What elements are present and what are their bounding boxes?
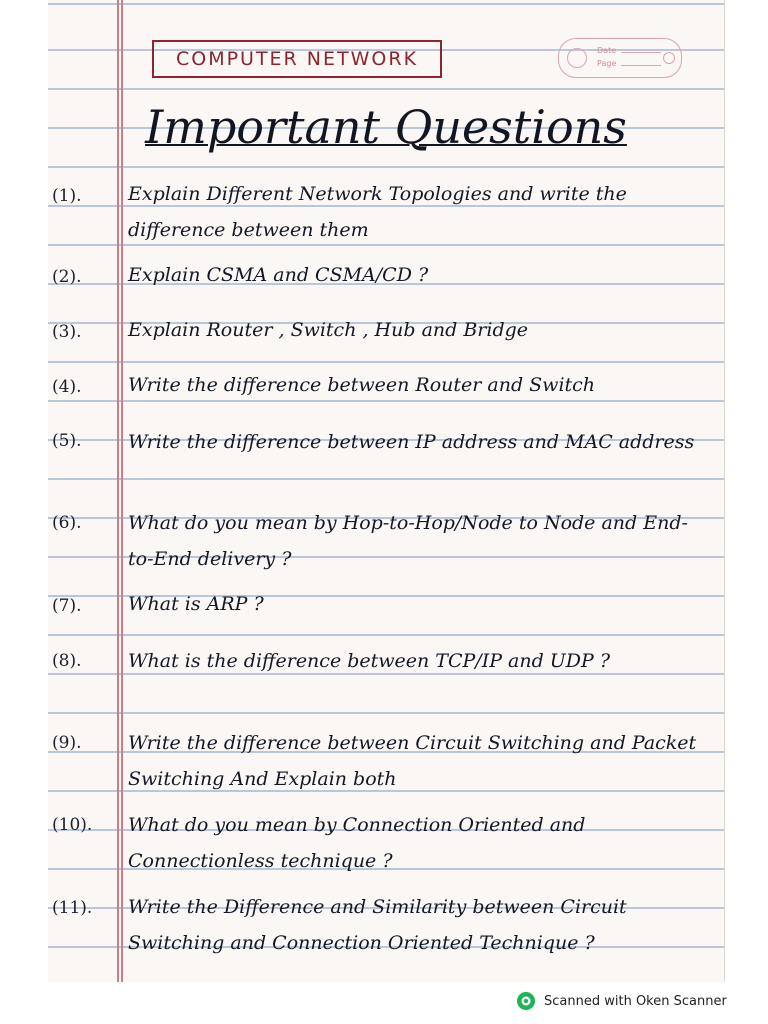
question-number: (10). <box>52 815 93 835</box>
question-text: Explain Router , Switch , Hub and Bridge <box>128 319 529 341</box>
stamp-ring-icon <box>663 52 675 64</box>
question-number: (7). <box>52 596 82 616</box>
question-text: What do you mean by Hop-to-Hop/Node to Node and End-to-End delivery ? <box>128 512 688 570</box>
question-number: (1). <box>52 186 82 206</box>
question-number: (5). <box>52 431 82 451</box>
question-number: (11). <box>52 898 93 918</box>
date-page-stamp <box>558 38 682 78</box>
notebook-page <box>48 0 725 982</box>
page-title: Important Questions <box>145 100 627 154</box>
question-number: (6). <box>52 513 82 533</box>
question-number: (8). <box>52 651 82 671</box>
question-number: (3). <box>52 322 82 342</box>
question-text: Write the Difference and Similarity between Circuit Switching and Connection Oriented Technique ? <box>128 896 627 954</box>
question-text: What is the difference between TCP/IP and UDP ? <box>128 650 611 672</box>
question-number: (4). <box>52 377 82 397</box>
subject-header: COMPUTER NETWORK <box>152 40 442 78</box>
question-text: Explain Different Network Topologies and write the difference between them <box>128 183 627 241</box>
scanner-watermark <box>516 990 727 1012</box>
date-label: Date <box>597 46 617 55</box>
scanner-text: Scanned with Oken Scanner <box>544 993 727 1009</box>
oken-scanner-logo-icon <box>516 991 536 1011</box>
question-text: Write the difference between Circuit Switching and Packet Switching And Explain both <box>128 732 697 790</box>
question-number: (2). <box>52 267 82 287</box>
question-text: Write the difference between IP address and MAC address <box>128 431 695 453</box>
date-blank <box>621 52 661 53</box>
question-text: What do you mean by Connection Oriented and Connectionless technique ? <box>128 814 586 872</box>
page-blank <box>621 65 661 66</box>
question-number: (9). <box>52 733 82 753</box>
question-text: What is ARP ? <box>128 593 264 615</box>
question-text: Explain CSMA and CSMA/CD ? <box>128 264 429 286</box>
stamp-ring-icon <box>567 48 587 68</box>
question-text: Write the difference between Router and Switch <box>128 374 596 396</box>
page-label: Page <box>597 59 617 68</box>
